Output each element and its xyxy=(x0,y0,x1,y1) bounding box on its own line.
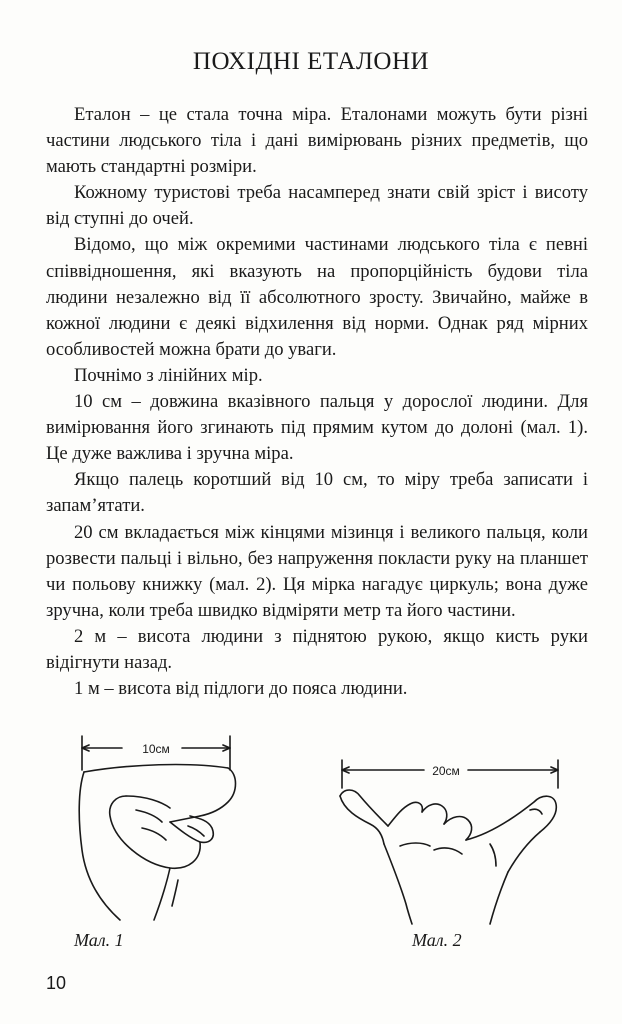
paragraph: Почнімо з лінійних мір. xyxy=(74,364,263,386)
body-text xyxy=(46,102,588,702)
figure-1-bent-finger-illustration xyxy=(70,730,270,925)
paragraph: Кожному туристові треба насамперед знати свій зріст і висоту від ступні до очей. xyxy=(46,182,588,230)
page-title: ПОХІДНІ ЕТАЛОНИ xyxy=(192,48,430,75)
paragraph: Якщо палець коротший від 10 см, то міру треба записати і запам’ятати. xyxy=(46,469,588,517)
paragraph: 2 м – висота людини з піднятою рукою, якщо кисть руки відігнути назад. xyxy=(46,625,588,673)
figure-2-caption: Мал. 2 xyxy=(412,930,462,950)
figure-2-spread-hand-illustration xyxy=(330,754,570,926)
figure-1-caption: Мал. 1 xyxy=(74,930,124,950)
paragraph: 20 см вкладається між кінцями мізинця і великого пальця, коли розвести пальці і вільно, без напруження покласти руку на планшет чи польову книжку (мал. 2). Ця мірка нагадує циркуль; вона дуже зручна, коли треба швидко відміряти метр та його частини. xyxy=(46,521,588,621)
figure-2-measure-label: 20см xyxy=(432,764,460,778)
page-number: 10 xyxy=(46,973,67,993)
paragraph: 10 см – довжина вказівного пальця у дорослої людини. Для вимірювання його згинають під прямим кутом до долоні (мал. 1). Це дуже важлива і зручна міра. xyxy=(46,391,588,465)
paragraph: Відомо, що між окремими частинами людського тіла є певні співвідношення, які вказують на пропорційність будови тіла людини незалежно від її абсолютного зросту. Звичайно, майже в кожної людини є деякі відхилення від норми. Однак ряд мірних особливостей можна брати до уваги. xyxy=(46,234,588,360)
paragraph: 1 м – висота від підлоги до пояса людини. xyxy=(74,678,408,700)
figure-1-measure-label: 10см xyxy=(142,742,170,756)
paragraph: Еталон – це стала точна міра. Еталонами можуть бути різні частини людського тіла і дані вимірювань різних предметів, що мають стандартні розміри. xyxy=(46,104,588,178)
